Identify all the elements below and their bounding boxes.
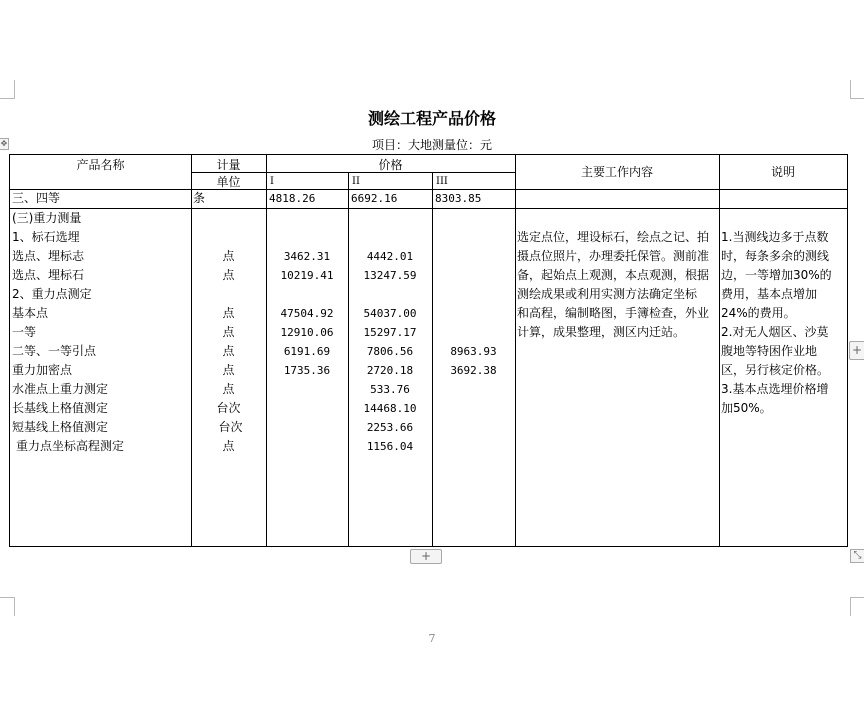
notes-line: 1.当测线边多于点数: [721, 230, 829, 244]
row-price-2: 7806.56: [366, 345, 414, 358]
row-price-1: 3462.31: [283, 250, 331, 263]
row-unit: 点: [222, 249, 235, 263]
notes-text: [721, 228, 832, 418]
row-name: 基本点: [12, 306, 49, 320]
row-name: 重力加密点: [12, 363, 73, 377]
work-content-line: 摄点位照片，办理委托保管。测前准: [517, 249, 710, 263]
row-unit: 台次: [216, 401, 241, 415]
add-row-button[interactable]: +: [410, 549, 442, 564]
notes-line: 边，一等增加30%的: [721, 268, 832, 282]
row-name: 一等: [12, 325, 37, 339]
row-divider: [10, 208, 847, 209]
notes-line: 费用，基本点增加: [721, 287, 818, 301]
row-price-2: 4442.01: [366, 250, 414, 263]
row-name: 1、标石选埋: [12, 230, 80, 244]
table-resize-handle-icon[interactable]: ⤡: [850, 549, 864, 563]
row-triangulation-name: 三、四等: [12, 191, 61, 205]
row-unit: 点: [222, 306, 235, 320]
row-divider: [10, 189, 847, 190]
row-price-2: 14468.10: [363, 402, 417, 415]
row-price-1: 10219.41: [280, 269, 334, 282]
row-name: 选点、埋标志: [12, 249, 85, 263]
work-content-line: 计算，成果整理，测区内迁站。: [517, 325, 686, 339]
notes-line: 3.基本点选埋价格增: [721, 382, 829, 396]
work-content-text: [517, 228, 709, 342]
notes-line: 加50%。: [721, 401, 772, 415]
header-price-level-3: III: [436, 176, 448, 187]
crop-mark-bottom-left: [0, 597, 15, 616]
document-subtitle: 项目：大地测量位：元: [371, 138, 492, 152]
add-column-button[interactable]: +: [849, 341, 864, 360]
row-triangulation-price-1: 4818.26: [269, 192, 316, 205]
notes-line: 时，每条多余的测线: [721, 249, 830, 263]
row-price-2: 54037.00: [363, 307, 417, 320]
row-unit: 点: [222, 382, 235, 396]
document-title: 测绘工程产品价格: [367, 109, 496, 128]
price-table: [9, 154, 848, 547]
row-name: (三)重力测量: [12, 211, 82, 225]
row-price-3: 8963.93: [450, 345, 497, 358]
row-name: 二等、一等引点: [12, 344, 97, 358]
work-content-line: 备，起始点上观测，本点观测，根据: [517, 268, 710, 282]
page-number: 7: [428, 632, 436, 645]
crop-mark-bottom-right: [850, 597, 864, 616]
notes-line: 2.对无人烟区、沙莫: [721, 325, 829, 339]
row-price-1: 47504.92: [280, 307, 334, 320]
table-move-handle-icon[interactable]: ✥: [0, 139, 8, 148]
work-content-line: 测绘成果或利用实测方法确定坐标: [517, 287, 698, 301]
header-main-content: 主要工作内容: [580, 165, 653, 179]
header-price: 价格: [378, 158, 403, 172]
work-content-line: 和高程，编制略图，手簿检查，外业: [517, 306, 710, 320]
row-price-1: 12910.06: [280, 326, 334, 339]
notes-line: 区，另行核定价格。: [721, 363, 830, 377]
row-unit: 点: [222, 344, 235, 358]
header-unit-group: 计量: [216, 158, 241, 172]
row-triangulation-price-3: 8303.85: [435, 192, 482, 205]
header-price-level-1: I: [270, 176, 274, 187]
row-price-1: 6191.69: [283, 345, 331, 358]
notes-line: 腹地等特困作业地: [721, 344, 818, 358]
header-price-level-2: II: [352, 176, 360, 187]
row-name: 重力点坐标高程测定: [16, 439, 125, 453]
header-product-name: 产品名称: [76, 158, 125, 172]
crop-mark-top-left: [0, 80, 15, 99]
row-price-2: 2253.66: [366, 421, 414, 434]
row-name: 水准点上重力测定: [12, 382, 109, 396]
row-unit: 台次: [218, 420, 243, 434]
row-name: 选点、埋标石: [12, 268, 85, 282]
row-name: 长基线上格值测定: [12, 401, 109, 415]
crop-mark-top-right: [850, 80, 864, 99]
row-unit: 点: [222, 325, 235, 339]
row-name: 短基线上格值测定: [12, 420, 109, 434]
row-price-2: 1156.04: [366, 440, 414, 453]
row-name: 2、重力点测定: [12, 287, 92, 301]
row-price-2: 13247.59: [363, 269, 417, 282]
row-triangulation-price-2: 6692.16: [351, 192, 398, 205]
work-content-line: 选定点位，埋设标石，绘点之记、拍: [517, 230, 710, 244]
row-price-1: 1735.36: [283, 364, 331, 377]
col-divider: [719, 155, 720, 546]
row-price-2: 533.76: [370, 383, 410, 396]
row-price-2: 15297.17: [363, 326, 417, 339]
row-price-2: 2720.18: [366, 364, 414, 377]
row-price-3: 3692.38: [450, 364, 497, 377]
header-unit: 单位: [216, 175, 241, 189]
col-divider: [515, 155, 516, 546]
header-notes: 说明: [770, 165, 795, 179]
notes-line: 24%的费用。: [721, 306, 796, 320]
row-triangulation-unit: 条: [193, 191, 206, 205]
row-unit: 点: [222, 268, 235, 282]
row-unit: 点: [222, 439, 235, 453]
row-unit: 点: [222, 363, 235, 377]
